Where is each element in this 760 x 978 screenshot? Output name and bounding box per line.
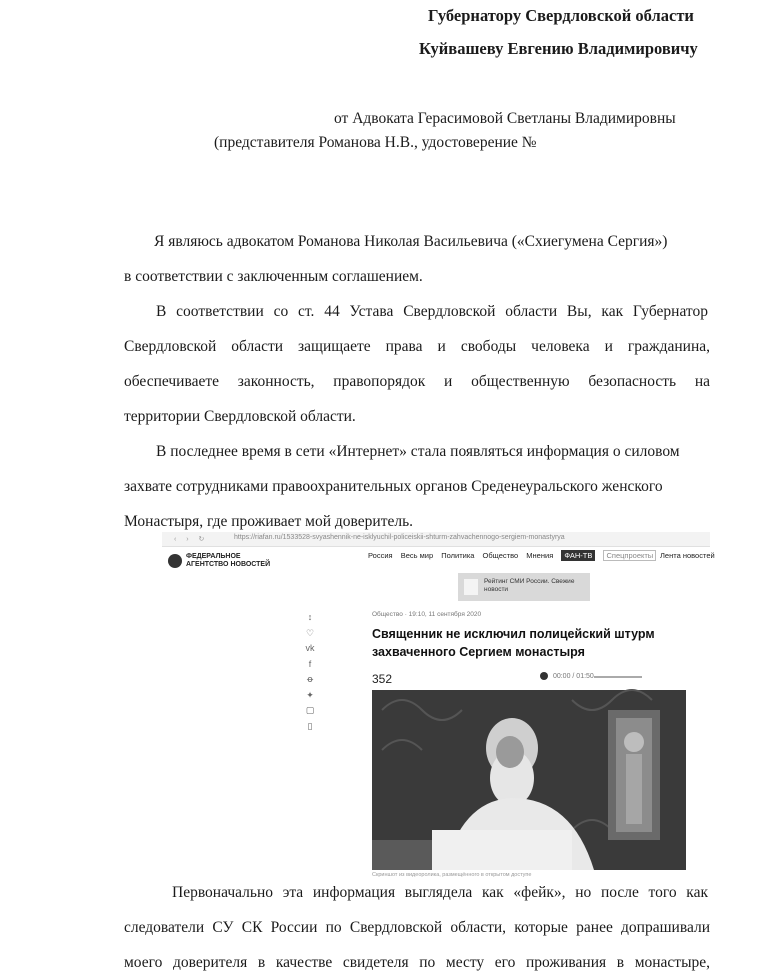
menu-item: Политика [441, 551, 475, 560]
site-logo-text [186, 553, 296, 569]
page-url: https://riafan.ru/1533528-svyashennik-ne-isklyuchil-policeiskii-shturm-zahvachennogo-sergiem-monastyrya [234, 534, 565, 541]
audio-progress-bar [594, 676, 642, 678]
addressee-name: Куйвашеву Евгению Владимировичу [419, 39, 698, 58]
play-icon [540, 672, 548, 680]
menu-item-fan-tv: ФАН-ТВ [561, 550, 595, 561]
sender-representative-line: (представителя Романова Н.В., удостоверение № [214, 134, 537, 151]
body-text-line: Первоначально эта информация выглядела как «фейк», но после того как [172, 884, 708, 901]
facebook-icon: f [308, 658, 312, 669]
body-text-line: В последнее время в сети «Интернет» стала появляться информация о силовом [156, 443, 680, 460]
photo-caption: Скриншот из видеоролика, размещённого в открытом доступе [372, 872, 532, 878]
fan-logo-icon [168, 554, 182, 568]
bookmark-icon: ▯ [307, 720, 313, 731]
body-text-line: В соответствии со ст. 44 Устава Свердловской области Вы, как Губернатор [156, 303, 708, 320]
body-text-line: Монастыря, где проживает мой доверитель. [124, 513, 414, 530]
audio-player [540, 672, 594, 680]
article-photo [372, 690, 686, 870]
share-icons [304, 610, 316, 734]
menu-item-special: Спецпроекты [603, 550, 656, 561]
logo-line: ФЕДЕРАЛЬНОЕ [186, 553, 241, 560]
article-title: Священник не исключил полицейский штурм захваченного Сергием монастыря [372, 627, 655, 659]
body-text-line: Я являюсь адвокатом Романова Николая Васильевича («Схиегумена Сергия») [154, 233, 668, 250]
news-tape-link: Лента новостей [660, 551, 715, 560]
copy-icon: ▢ [305, 705, 315, 715]
body-text-line: в соответствии с заключенным соглашением. [124, 268, 423, 285]
body-text-line: обеспечиваете законность, правопорядок и общественную безопасность на [124, 373, 710, 390]
twitter-icon: ✦ [306, 689, 314, 700]
vk-icon: vk [305, 643, 315, 653]
player-time: 00:00 / 01:50 [552, 672, 594, 680]
menu-item: Общество [482, 551, 519, 560]
priest-photo-illustration [372, 690, 686, 870]
banner-text: Рейтинг СМИ России. Свежие новости [484, 578, 575, 593]
browser-nav-icons: ‹ › ↻ [174, 536, 209, 543]
menu-item: Весь мир [400, 551, 434, 560]
logo-line: АГЕНТСТВО НОВОСТЕЙ [186, 561, 271, 568]
body-text-line: моего доверителя в качестве свидетеля по месту его проживания в монастыре, [124, 954, 710, 971]
addressee-title: Губернатору Свердловской области [428, 6, 694, 25]
browser-url-bar [162, 532, 710, 547]
view-count: 352 [372, 672, 393, 686]
heart-icon: ♡ [305, 627, 315, 638]
menu-item: Мнения [526, 551, 554, 560]
ok-icon: ꝋ [306, 674, 314, 684]
news-screenshot [162, 532, 715, 878]
article-category: Общество · 19:10, 11 сентября 2020 [372, 611, 482, 618]
site-menu [368, 551, 662, 560]
rating-banner [458, 573, 590, 601]
banner-icon [464, 579, 478, 595]
menu-item: Россия [368, 551, 393, 560]
body-text-line: Свердловской области защищаете права и свободы человека и гражданина, [124, 338, 710, 355]
body-text-line: следователи СУ СК России по Свердловской области, которые ранее допрашивали [124, 919, 710, 936]
body-text-line: захвате сотрудниками правоохранительных органов Среденеуральского женского [124, 478, 663, 495]
arrow-up-icon: ↕ [307, 612, 313, 622]
body-text-line: территории Свердловской области. [124, 408, 356, 425]
sender-line: от Адвоката Герасимовой Светланы Владимировны [334, 110, 676, 127]
